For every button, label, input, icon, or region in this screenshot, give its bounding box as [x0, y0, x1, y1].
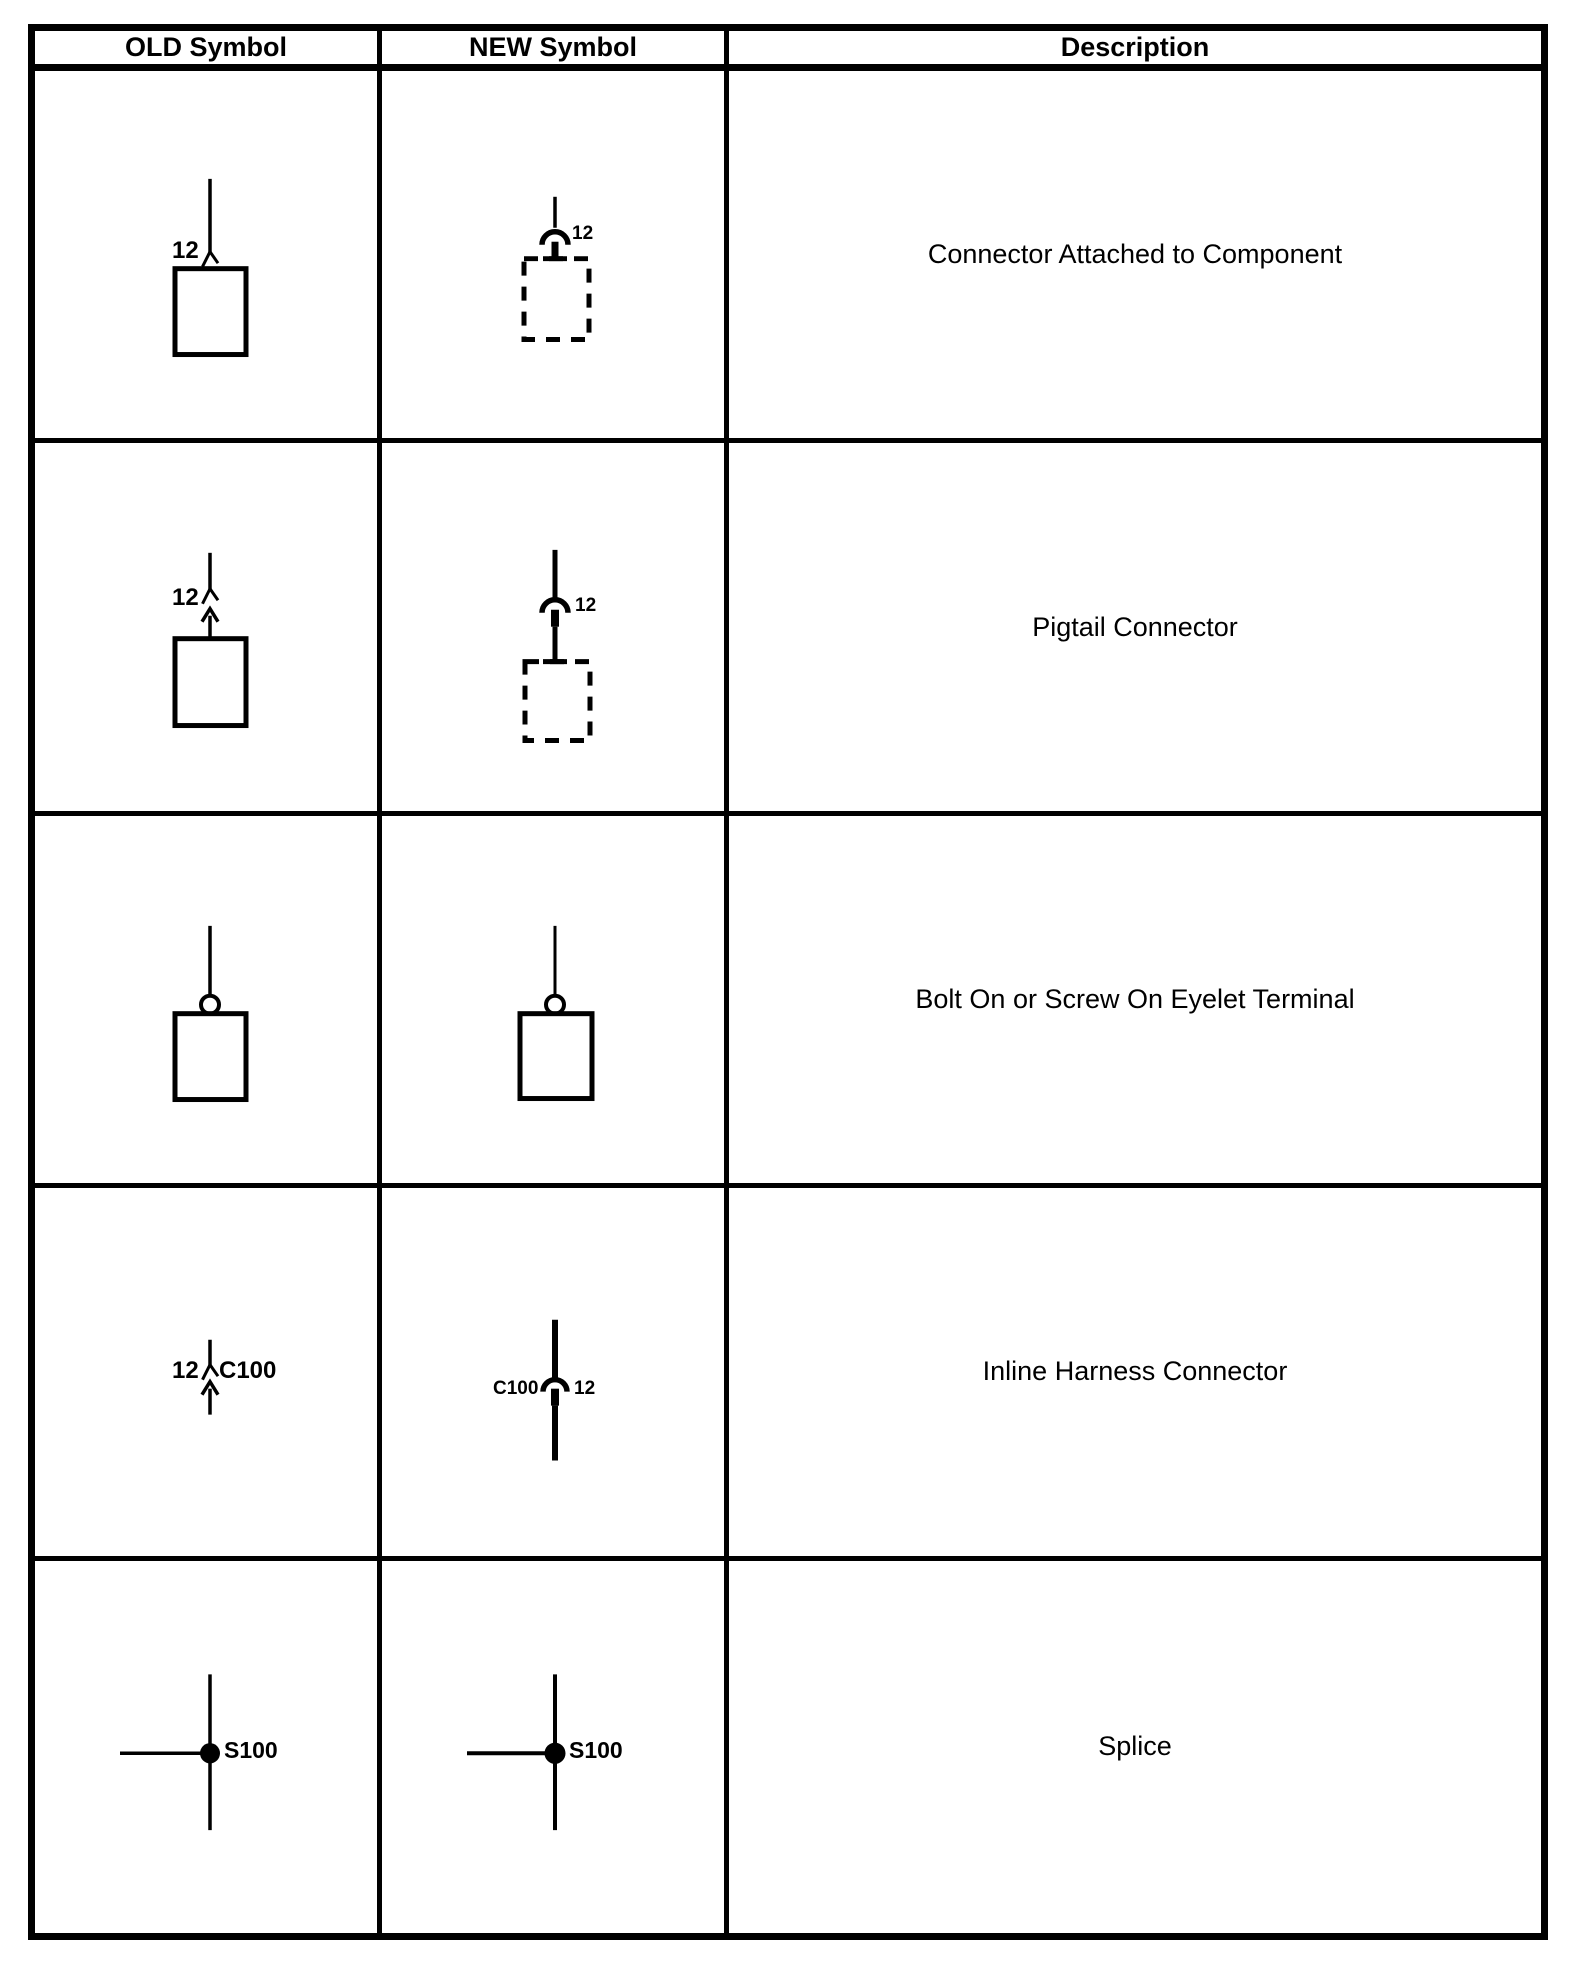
old-eyelet-drawing [35, 816, 377, 1183]
new-connector-attached-symbol [382, 71, 724, 438]
old-pigtail-symbol [35, 443, 377, 810]
new-pigtail-symbol [382, 443, 724, 810]
old-inline-connector-symbol [35, 1188, 377, 1555]
female-fork-icon [203, 1365, 219, 1380]
new-pigtail-drawing [382, 443, 724, 810]
row4-old-symbol-cell [35, 1188, 382, 1560]
row2-new-symbol-cell [382, 443, 729, 815]
component-box [520, 1013, 592, 1098]
connector-id-label: C100 [219, 1357, 277, 1385]
dashed-component-box [524, 259, 589, 340]
new-eyelet-drawing [382, 816, 724, 1183]
wire-number-label: 12 [172, 1357, 199, 1385]
connector-id-label: C100 [493, 1378, 539, 1400]
splice-id-label: S100 [224, 1736, 278, 1763]
splice-id-label: S100 [569, 1736, 623, 1763]
new-splice-drawing [382, 1561, 724, 1933]
row5-new-symbol-cell [382, 1561, 729, 1933]
dashed-component-box [525, 662, 590, 741]
eyelet-ring-icon [201, 995, 219, 1013]
old-splice-drawing [35, 1561, 377, 1933]
row1-new-symbol-cell [382, 71, 729, 443]
row3-description: Bolt On or Screw On Eyelet Terminal [729, 816, 1541, 1188]
row4-new-symbol-cell [382, 1188, 729, 1560]
new-eyelet-symbol [382, 816, 724, 1183]
old-connector-attached-drawing [35, 71, 377, 438]
new-connector-attached-drawing [382, 71, 724, 438]
row1-old-symbol-cell [35, 71, 382, 443]
eyelet-ring-icon [546, 995, 564, 1013]
row2-old-symbol-cell [35, 443, 382, 815]
wire-number-label: 12 [572, 223, 594, 244]
new-splice-symbol [382, 1561, 724, 1933]
splice-dot-icon [200, 1743, 220, 1763]
row3-old-symbol-cell [35, 816, 382, 1188]
row5-old-symbol-cell [35, 1561, 382, 1933]
old-pigtail-drawing [35, 443, 377, 810]
female-fork-icon [203, 589, 219, 604]
header-description: Description [729, 31, 1541, 71]
wire-number-label: 12 [574, 1378, 596, 1400]
symbol-comparison-table [28, 24, 1548, 1940]
old-connector-attached-symbol [35, 71, 377, 438]
splice-dot-icon [545, 1742, 566, 1763]
component-box [175, 1013, 246, 1099]
old-inline-connector-drawing [35, 1188, 377, 1555]
row3-new-symbol-cell [382, 816, 729, 1188]
row5-description: Splice [1098, 1731, 1172, 1762]
wire-number-label: 12 [172, 237, 199, 264]
old-eyelet-symbol [35, 816, 377, 1183]
wire-number-label: 12 [172, 584, 199, 612]
new-inline-connector-symbol [382, 1188, 724, 1555]
header-new-symbol: NEW Symbol [382, 31, 729, 71]
new-inline-connector-drawing [382, 1188, 724, 1555]
row4-description: Inline Harness Connector [729, 1188, 1541, 1560]
old-splice-symbol [35, 1561, 377, 1933]
female-fork-icon [203, 252, 219, 267]
header-old-symbol: OLD Symbol [35, 31, 382, 71]
component-box [175, 639, 246, 726]
row1-description: Connector Attached to Component [729, 71, 1541, 443]
row2-description: Pigtail Connector [729, 443, 1541, 815]
wire-number-label: 12 [575, 595, 597, 617]
component-box [175, 269, 246, 355]
